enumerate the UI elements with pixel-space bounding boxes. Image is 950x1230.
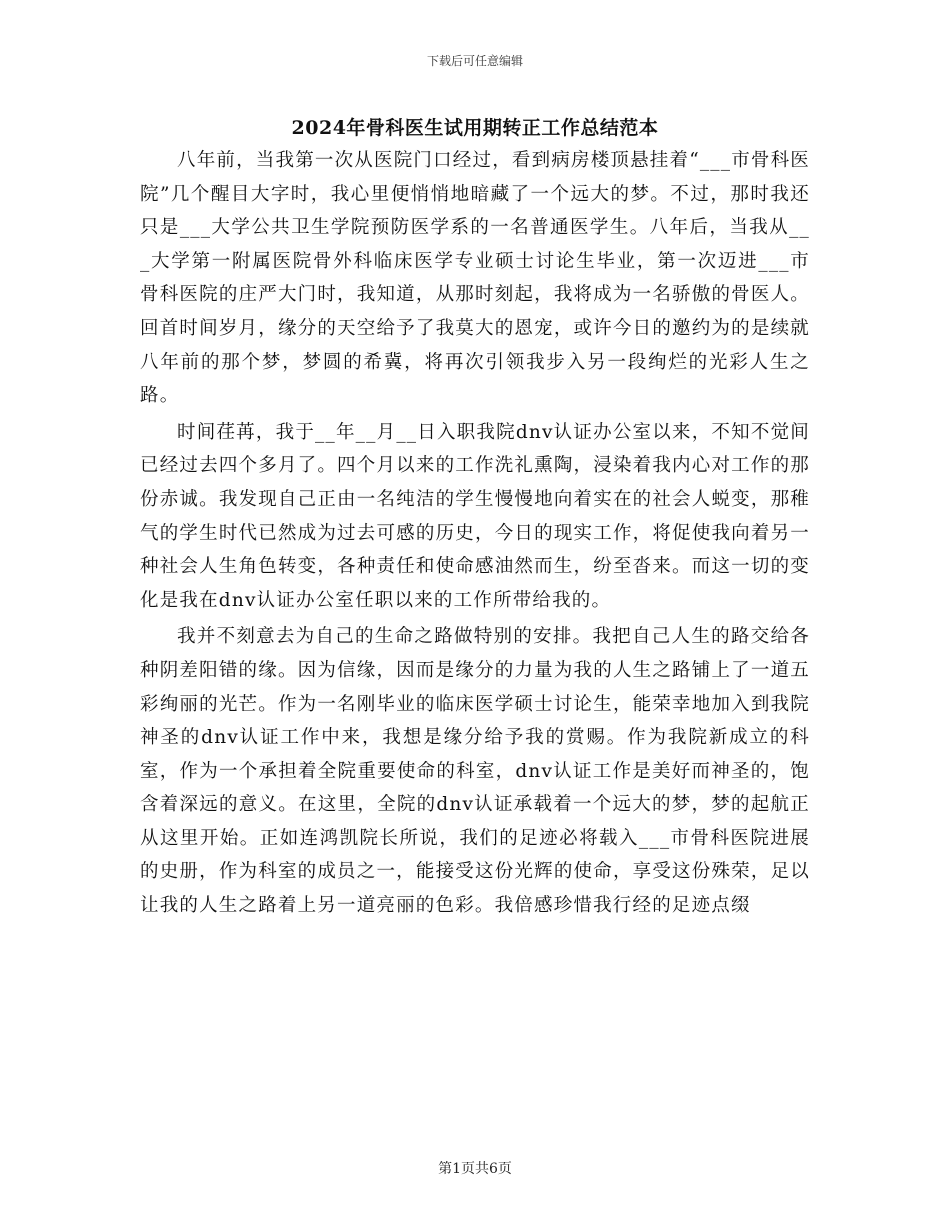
paragraph-3: 我并不刻意去为自己的生命之路做特别的安排。我把自己人生的路交给各种阴差阳错的缘。因为信缘，因而是缘分的力量为我的人生之路铺上了一道五彩绚丽的光芒。作为一名刚毕业的临床医学硕士讨论生，能荣幸地加入到我院神圣的dnv认证工作中来，我想是缘分给予我的赏赐。作为我院新成立的科室，作为一个承担着全院重要使命的科室，dnv认证工作是美好而神圣的，饱含着深远的意义。在这里，全院的dnv认证承载着一个远大的梦，梦的起航正从这里开始。正如连鸿凯院长所说，我们的足迹必将载入___市骨科医院进展的史册，作为科室的成员之一，能接受这份光辉的使命，享受这份殊荣，足以让我的人生之路着上另一道亮丽的色彩。我倍感珍惜我行经的足迹点缀 <box>140 626 810 917</box>
page-header-note: 下载后可任意编辑 <box>426 54 523 68</box>
paragraph-2: 时间荏苒，我于__年__月__日入职我院dnv认证办公室以来，不知不觉间已经过去四个多月了。四个月以来的工作洗礼熏陶，浸染着我内心对工作的那份赤诚。我发现自己正由一名纯洁的学生慢慢地向着实在的社会人蜕变，那稚气的学生时代已然成为过去可感的历史，今日的现实工作，将促使我向着另一种社会人生角色转变，各种责任和使命感油然而生，纷至沓来。而这一切的变化是我在dnv认证办公室任职以来的工作所带给我的。 <box>140 421 810 611</box>
document-title: 2024年骨科医生试用期转正工作总结范本 <box>291 117 659 139</box>
paragraph-1: 八年前，当我第一次从医院门口经过，看到病房楼顶悬挂着“___市骨科医院”几个醒目大字时，我心里便悄悄地暗藏了一个远大的梦。不过，那时我还只是___大学公共卫生学院预防医学系的一名普通医学生。八年后，当我从___大学第一附属医院骨外科临床医学专业硕士讨论生毕业，第一次迈进___市骨科医院的庄严大门时，我知道，从那时刻起，我将成为一名骄傲的骨医人。回首时间岁月，缘分的天空给予了我莫大的恩宠，或许今日的邀约为的是续就八年前的那个梦，梦圆的希冀，将再次引领我步入另一段绚烂的光彩人生之路。 <box>140 150 811 407</box>
document-body <box>140 112 810 926</box>
page-number-footer: 第1页共6页 <box>438 1161 512 1177</box>
